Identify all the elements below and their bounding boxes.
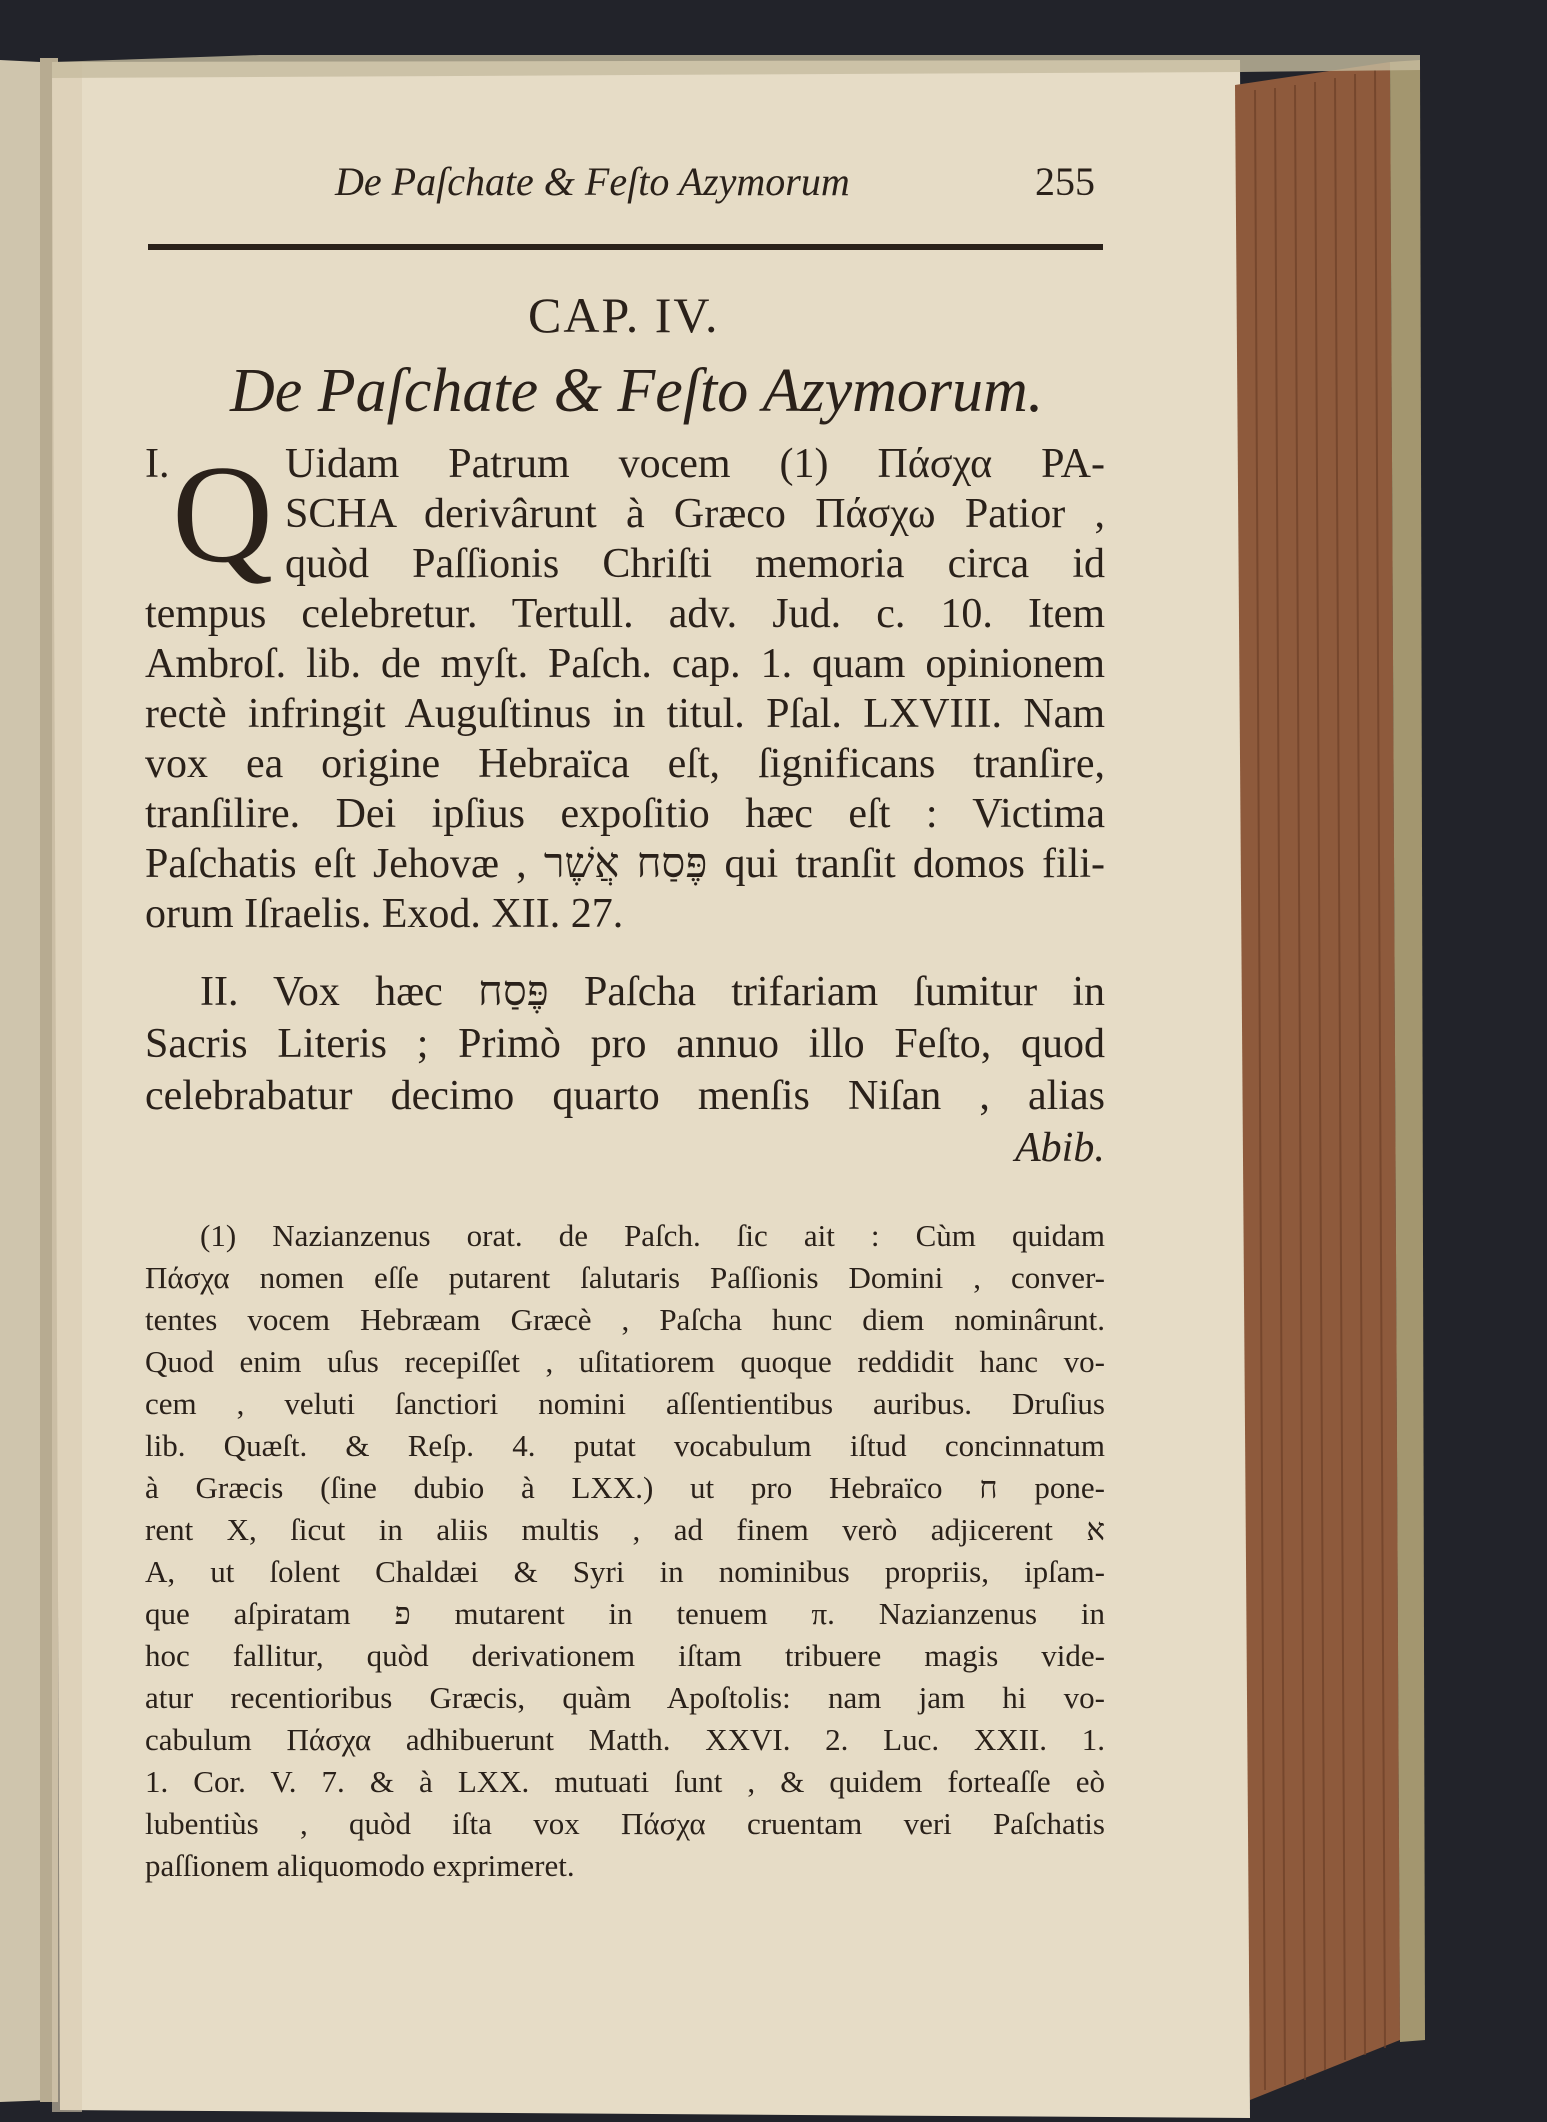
- paragraph-line: celebrabatur decimo quarto menſis Niſan , alias: [145, 1073, 1105, 1119]
- section-number-1: I.: [145, 441, 170, 487]
- footnote-line: cem , veluti ſanctiori nomini aſſentientibus auribus. Druſius: [145, 1386, 1105, 1421]
- footnote-line: (1) Nazianzenus orat. de Paſch. ſic ait : Cùm quidam: [200, 1218, 1105, 1253]
- footnote-line: tentes vocem Hebræam Græcè , Paſcha hunc diem nominârunt.: [145, 1302, 1105, 1337]
- paragraph-line: Abib.: [1015, 1125, 1105, 1171]
- chapter-title: De Paſchate & Feſto Azymorum.: [230, 357, 1044, 425]
- footnote-line: A, ut ſolent Chaldæi & Syri in nominibus propriis, ipſam-: [145, 1554, 1105, 1589]
- running-title: De Paſchate & Feſto Azymorum: [335, 159, 850, 204]
- paragraph-line: vox ea origine Hebraïca eſt, ſignificans tranſire,: [145, 741, 1105, 787]
- footnote-line: lib. Quæſt. & Reſp. 4. putat vocabulum iſtud concinnatum: [145, 1428, 1105, 1463]
- footnote-line: que aſpiratam פ mutarent in tenuem π. Nazianzenus in: [145, 1596, 1106, 1631]
- footnote-line: atur recentioribus Græcis, quàm Apoſtolis: nam jam hi vo-: [145, 1680, 1105, 1715]
- paragraph-line: Sacris Literis ; Primò pro annuo illo Feſto, quod: [145, 1021, 1105, 1067]
- paragraph-line: II. Vox hæc פֶּסַח Paſcha trifariam ſumitur in: [200, 969, 1105, 1015]
- paragraph-line: tranſilire. Dei ipſius expoſitio hæc eſt : Victima: [145, 791, 1105, 837]
- footnote-line: Quod enim uſus recepiſſet , uſitatiorem quoque reddidit hanc vo-: [145, 1344, 1105, 1379]
- footnote-line: lubentiùs , quòd iſta vox Πάσχα cruentam veri Paſchatis: [145, 1806, 1105, 1841]
- chapter-number: CAP. IV.: [528, 287, 720, 343]
- footnote-line: à Græcis (ſine dubio à LXX.) ut pro Hebraïco ח pone-: [145, 1470, 1105, 1505]
- footnote-line: hoc fallitur, quòd derivationem iſtam tribuere magis vide-: [145, 1638, 1105, 1673]
- footnote-line: paſſionem aliquomodo exprimeret.: [145, 1848, 575, 1883]
- paragraph-line: quòd Paſſionis Chriſti memoria circa id: [285, 541, 1105, 587]
- drop-cap: Q: [172, 437, 274, 592]
- page-inner-shade: [52, 62, 82, 2112]
- footnote-line: Πάσχα nomen eſſe putarent ſalutaris Paſſionis Domini , conver-: [145, 1260, 1105, 1295]
- paragraph-line: Uidam Patrum vocem (1) Πάσχα PA-: [285, 441, 1105, 487]
- footnote-line: rent X, ſicut in aliis multis , ad finem verò adjicerent א: [145, 1512, 1105, 1547]
- paragraph-line: rectè infringit Auguſtinus in titul. Pſal. LXVIII. Nam: [145, 691, 1105, 737]
- page-number: 255: [1035, 159, 1095, 204]
- paragraph-line: tempus celebretur. Tertull. adv. Jud. c. 10. Item: [145, 591, 1105, 637]
- paragraph-line: Paſchatis eſt Jehovæ , פֶּסַח אֲשֶׁר qui tranſit domos fili-: [145, 841, 1105, 887]
- footnote-line: 1. Cor. V. 7. & à LXX. mutuati ſunt , & quidem forteaſſe eò: [145, 1764, 1105, 1799]
- footnote-line: cabulum Πάσχα adhibuerunt Matth. XXVI. 2. Luc. XXII. 1.: [145, 1722, 1105, 1757]
- paragraph-line: Ambroſ. lib. de myſt. Paſch. cap. 1. quam opinionem: [145, 641, 1105, 687]
- paragraph-line: orum Iſraelis. Exod. XII. 27.: [145, 891, 624, 937]
- paragraph-line: SCHA derivârunt à Græco Πάσχω Patior ,: [285, 491, 1105, 537]
